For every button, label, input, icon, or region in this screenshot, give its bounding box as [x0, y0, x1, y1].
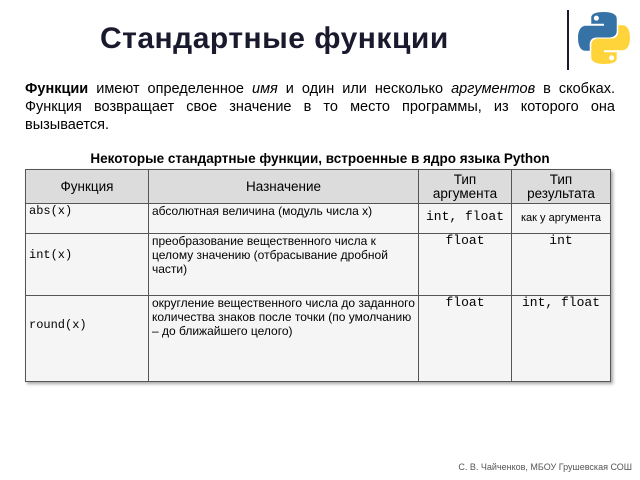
- functions-table: [25, 169, 611, 382]
- cell-arg-type: float: [419, 234, 512, 296]
- table-row: [26, 296, 611, 382]
- title-divider: [567, 10, 569, 70]
- cell-arg-type: int, float: [419, 204, 512, 234]
- cell-result-type: int: [512, 234, 611, 296]
- header-arg-type: Тип аргумента: [419, 170, 512, 204]
- intro-term-name: имя: [252, 81, 278, 97]
- cell-result-type: как у аргумента: [512, 204, 611, 234]
- table-caption: Некоторые стандартные функции, встроенные в ядро языка Python: [90, 151, 550, 166]
- cell-result-type: int, float: [512, 296, 611, 382]
- table-row: [26, 234, 611, 296]
- table-header-row: [26, 170, 611, 204]
- page-title: Стандартные функции: [100, 22, 449, 55]
- cell-function: int(x): [26, 234, 149, 296]
- cell-arg-type: float: [419, 296, 512, 382]
- cell-function: round(x): [26, 296, 149, 382]
- python-logo-icon: [576, 8, 632, 68]
- cell-purpose: округление вещественного числа до заданного количества знаков после точки (по умолчанию – до ближайшего целого): [149, 296, 419, 382]
- table-row: [26, 204, 611, 234]
- intro-term-functions: Функции: [25, 81, 89, 97]
- header-function: Функция: [26, 170, 149, 204]
- cell-function: abs(x): [26, 204, 149, 234]
- intro-term-arguments: аргументов: [451, 81, 536, 97]
- footer-credit: С. В. Чайченков, МБОУ Грушевская СОШ: [458, 462, 632, 472]
- header-purpose: Назначение: [149, 170, 419, 204]
- header-result-type: Тип результата: [512, 170, 611, 204]
- cell-purpose: абсолютная величина (модуль числа x): [149, 204, 419, 234]
- intro-paragraph: Функции имеют определенное имя и один или несколько аргументов в скобках. Функция возвращает свое значение в то место программы, из которого она вызывается.: [25, 81, 615, 133]
- cell-purpose: преобразование вещественного числа к целому значению (отбрасывание дробной части): [149, 234, 419, 296]
